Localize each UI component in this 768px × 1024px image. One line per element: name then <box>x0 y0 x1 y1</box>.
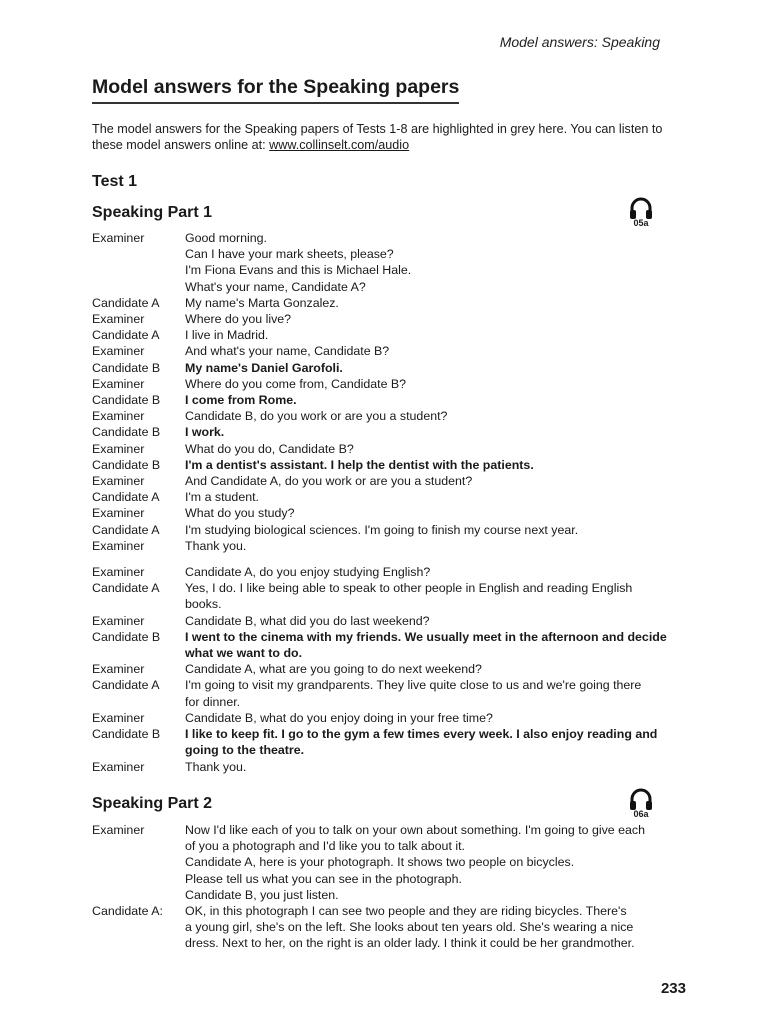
speaker-label: Examiner <box>92 823 145 837</box>
dialogue-row <box>92 360 667 376</box>
dialogue-text <box>185 473 667 489</box>
dialogue-row <box>92 473 667 489</box>
speaker-label: Examiner <box>92 344 145 359</box>
dialogue-line: I like to keep fit. I go to the gym a few times every week. I also enjoy reading and <box>185 727 658 742</box>
dialogue-text <box>185 311 667 327</box>
headphones-icon <box>628 196 654 220</box>
speaker-label: Candidate A <box>92 522 160 537</box>
dialogue-row <box>92 613 667 629</box>
dialogue-line: Can I have your mark sheets, please? <box>185 247 394 262</box>
intro-paragraph <box>92 121 667 153</box>
dialogue-text <box>185 327 667 343</box>
dialogue-line: Candidate B, what do you enjoy doing in your free time? <box>185 710 493 725</box>
speaker-label: Examiner <box>92 312 145 327</box>
dialogue-line: books. <box>185 597 222 612</box>
dialogue-text <box>185 629 667 661</box>
dialogue-line: for dinner. <box>185 694 241 709</box>
dialogue-line: of you a photograph and I'd like you to talk about it. <box>185 839 465 854</box>
part1-heading: Speaking Part 1 <box>92 204 213 221</box>
test-heading: Test 1 <box>92 173 138 190</box>
speaker-label: Candidate B <box>92 457 161 472</box>
dialogue-line: Good morning. <box>185 231 267 245</box>
dialogue-line: Candidate B, you just listen. <box>185 887 339 902</box>
dialogue-text <box>185 441 667 457</box>
dialogue-text <box>185 710 667 726</box>
speaker-label: Candidate A <box>92 581 160 596</box>
dialogue-row <box>92 392 667 408</box>
speaker-label: Candidate B <box>92 360 161 375</box>
dialogue-line: Where do you live? <box>185 312 292 327</box>
dialogue-line: I'm Fiona Evans and this is Michael Hale. <box>185 263 412 278</box>
dialogue-text <box>185 230 667 295</box>
speaker-label: Candidate A <box>92 295 160 310</box>
page-title: Model answers for the Speaking papers <box>92 76 459 104</box>
speaker-label: Candidate A <box>92 678 160 693</box>
dialogue-line: What's your name, Candidate A? <box>185 279 366 294</box>
audio-track-code: 05a <box>633 218 649 228</box>
dialogue-line: Thank you. <box>185 759 247 774</box>
dialogue-row <box>92 311 667 327</box>
dialogue-line: Where do you come from, Candidate B? <box>185 376 407 391</box>
dialogue-row <box>92 538 667 554</box>
dialogue-text <box>185 726 667 758</box>
dialogue-row <box>92 441 667 457</box>
dialogue-line: Candidate A, do you enjoy studying English? <box>185 565 431 580</box>
dialogue-line: going to the theatre. <box>185 743 305 758</box>
dialogue-line: Candidate A, here is your photograph. It shows two people on bicycles. <box>185 855 575 870</box>
speaker-label: Candidate B <box>92 393 161 408</box>
dialogue-row <box>92 629 667 661</box>
headphones-icon <box>628 787 654 811</box>
dialogue-line: And what's your name, Candidate B? <box>185 344 390 359</box>
dialogue-line: I'm studying biological sciences. I'm going to finish my course next year. <box>185 522 579 537</box>
dialogue-line: I come from Rome. <box>185 393 297 408</box>
audio-link[interactable]: www.collinselt.com/audio <box>269 138 410 152</box>
dialogue-line: What do you do, Candidate B? <box>185 441 354 456</box>
speaker-label: Candidate B <box>92 425 161 440</box>
speaker-label: Candidate B <box>92 629 161 644</box>
dialogue-line: I went to the cinema with my friends. We usually meet in the afternoon and decide <box>185 629 667 644</box>
dialogue-row <box>92 710 667 726</box>
dialogue-text <box>185 522 667 538</box>
part1-dialogue <box>92 230 667 775</box>
dialogue-text <box>185 295 667 311</box>
dialogue-text <box>185 580 667 612</box>
dialogue-text <box>185 343 667 359</box>
dialogue-line: I'm a dentist's assistant. I help the dentist with the patients. <box>185 457 534 472</box>
dialogue-text <box>185 903 667 952</box>
dialogue-line: I'm going to visit my grandparents. They live quite close to us and we're going there <box>185 678 642 693</box>
dialogue-row <box>92 522 667 538</box>
dialogue-text <box>185 677 667 709</box>
dialogue-line: And Candidate A, do you work or are you a student? <box>185 474 473 489</box>
speaker-label: Candidate A: <box>92 904 163 919</box>
dialogue-line: Candidate A, what are you going to do next weekend? <box>185 662 482 677</box>
speaker-label: Examiner <box>92 231 145 245</box>
speaker-label: Examiner <box>92 538 145 553</box>
dialogue-row <box>92 505 667 521</box>
dialogue-line: Thank you. <box>185 538 247 553</box>
dialogue-row <box>92 424 667 440</box>
dialogue-text <box>185 360 667 376</box>
dialogue-row <box>92 580 667 612</box>
dialogue-line: I live in Madrid. <box>185 328 269 343</box>
dialogue-row <box>92 903 667 952</box>
dialogue-line: My name's Daniel Garofoli. <box>185 360 343 375</box>
dialogue-line: What do you study? <box>185 506 295 521</box>
dialogue-text <box>185 376 667 392</box>
dialogue-line: My name's Marta Gonzalez. <box>185 295 339 310</box>
part2-dialogue <box>92 822 667 952</box>
dialogue-row <box>92 677 667 709</box>
speaker-label: Candidate B <box>92 727 161 742</box>
dialogue-row <box>92 327 667 343</box>
dialogue-row <box>92 822 667 903</box>
part2-heading: Speaking Part 2 <box>92 795 213 812</box>
running-header: Model answers: Speaking <box>499 34 660 50</box>
dialogue-text <box>185 661 667 677</box>
dialogue-line: OK, in this photograph I can see two people and they are riding bicycles. There's <box>185 904 627 919</box>
dialogue-row <box>92 295 667 311</box>
speaker-label: Candidate A <box>92 490 160 505</box>
dialogue-row <box>92 726 667 758</box>
page-number: 233 <box>660 980 686 997</box>
dialogue-row <box>92 759 667 775</box>
dialogue-line: Yes, I do. I like being able to speak to other people in English and reading English <box>185 581 633 596</box>
dialogue-line: what we want to do. <box>185 646 303 661</box>
dialogue-row <box>92 230 667 295</box>
dialogue-line: Candidate B, what did you do last weekend? <box>185 613 430 628</box>
dialogue-line: I'm a student. <box>185 490 259 505</box>
speaker-label: Examiner <box>92 409 145 424</box>
dialogue-text <box>185 457 667 473</box>
intro-text: The model answers for the Speaking papers of Tests 1-8 are highlighted in grey here. You can listen to these model answers online at: <box>92 122 663 152</box>
speaker-label: Examiner <box>92 441 145 456</box>
dialogue-text <box>185 408 667 424</box>
dialogue-text <box>185 759 667 775</box>
dialogue-text <box>185 613 667 629</box>
dialogue-row <box>92 457 667 473</box>
dialogue-line: I work. <box>185 425 225 440</box>
dialogue-text <box>185 564 667 580</box>
speaker-label: Examiner <box>92 662 145 677</box>
part1-audio[interactable] <box>625 196 657 228</box>
dialogue-row <box>92 376 667 392</box>
speaker-label: Examiner <box>92 759 145 774</box>
dialogue-line: Now I'd like each of you to talk on your own about something. I'm going to give each <box>185 823 646 837</box>
dialogue-line: Candidate B, do you work or are you a student? <box>185 409 448 424</box>
dialogue-text <box>185 424 667 440</box>
dialogue-line: dress. Next to her, on the right is an older lady. I think it could be her grandmother. <box>185 936 635 951</box>
audio-track-code: 06a <box>633 809 649 819</box>
dialogue-text <box>185 392 667 408</box>
dialogue-row <box>92 564 667 580</box>
speaker-label: Examiner <box>92 710 145 725</box>
speaker-label: Examiner <box>92 565 145 580</box>
speaker-label: Examiner <box>92 613 145 628</box>
dialogue-text <box>185 489 667 505</box>
dialogue-line: Please tell us what you can see in the photograph. <box>185 871 462 886</box>
speaker-label: Candidate A <box>92 328 160 343</box>
speaker-label: Examiner <box>92 474 145 489</box>
dialogue-row <box>92 408 667 424</box>
speaker-label: Examiner <box>92 506 145 521</box>
part2-audio[interactable] <box>625 787 657 819</box>
dialogue-line: a young girl, she's on the left. She looks about ten years old. She's wearing a nice <box>185 920 634 935</box>
dialogue-text <box>185 505 667 521</box>
dialogue-text <box>185 822 667 903</box>
dialogue-row <box>92 343 667 359</box>
speaker-label: Examiner <box>92 376 145 391</box>
dialogue-row <box>92 489 667 505</box>
dialogue-text <box>185 538 667 554</box>
dialogue-row <box>92 661 667 677</box>
